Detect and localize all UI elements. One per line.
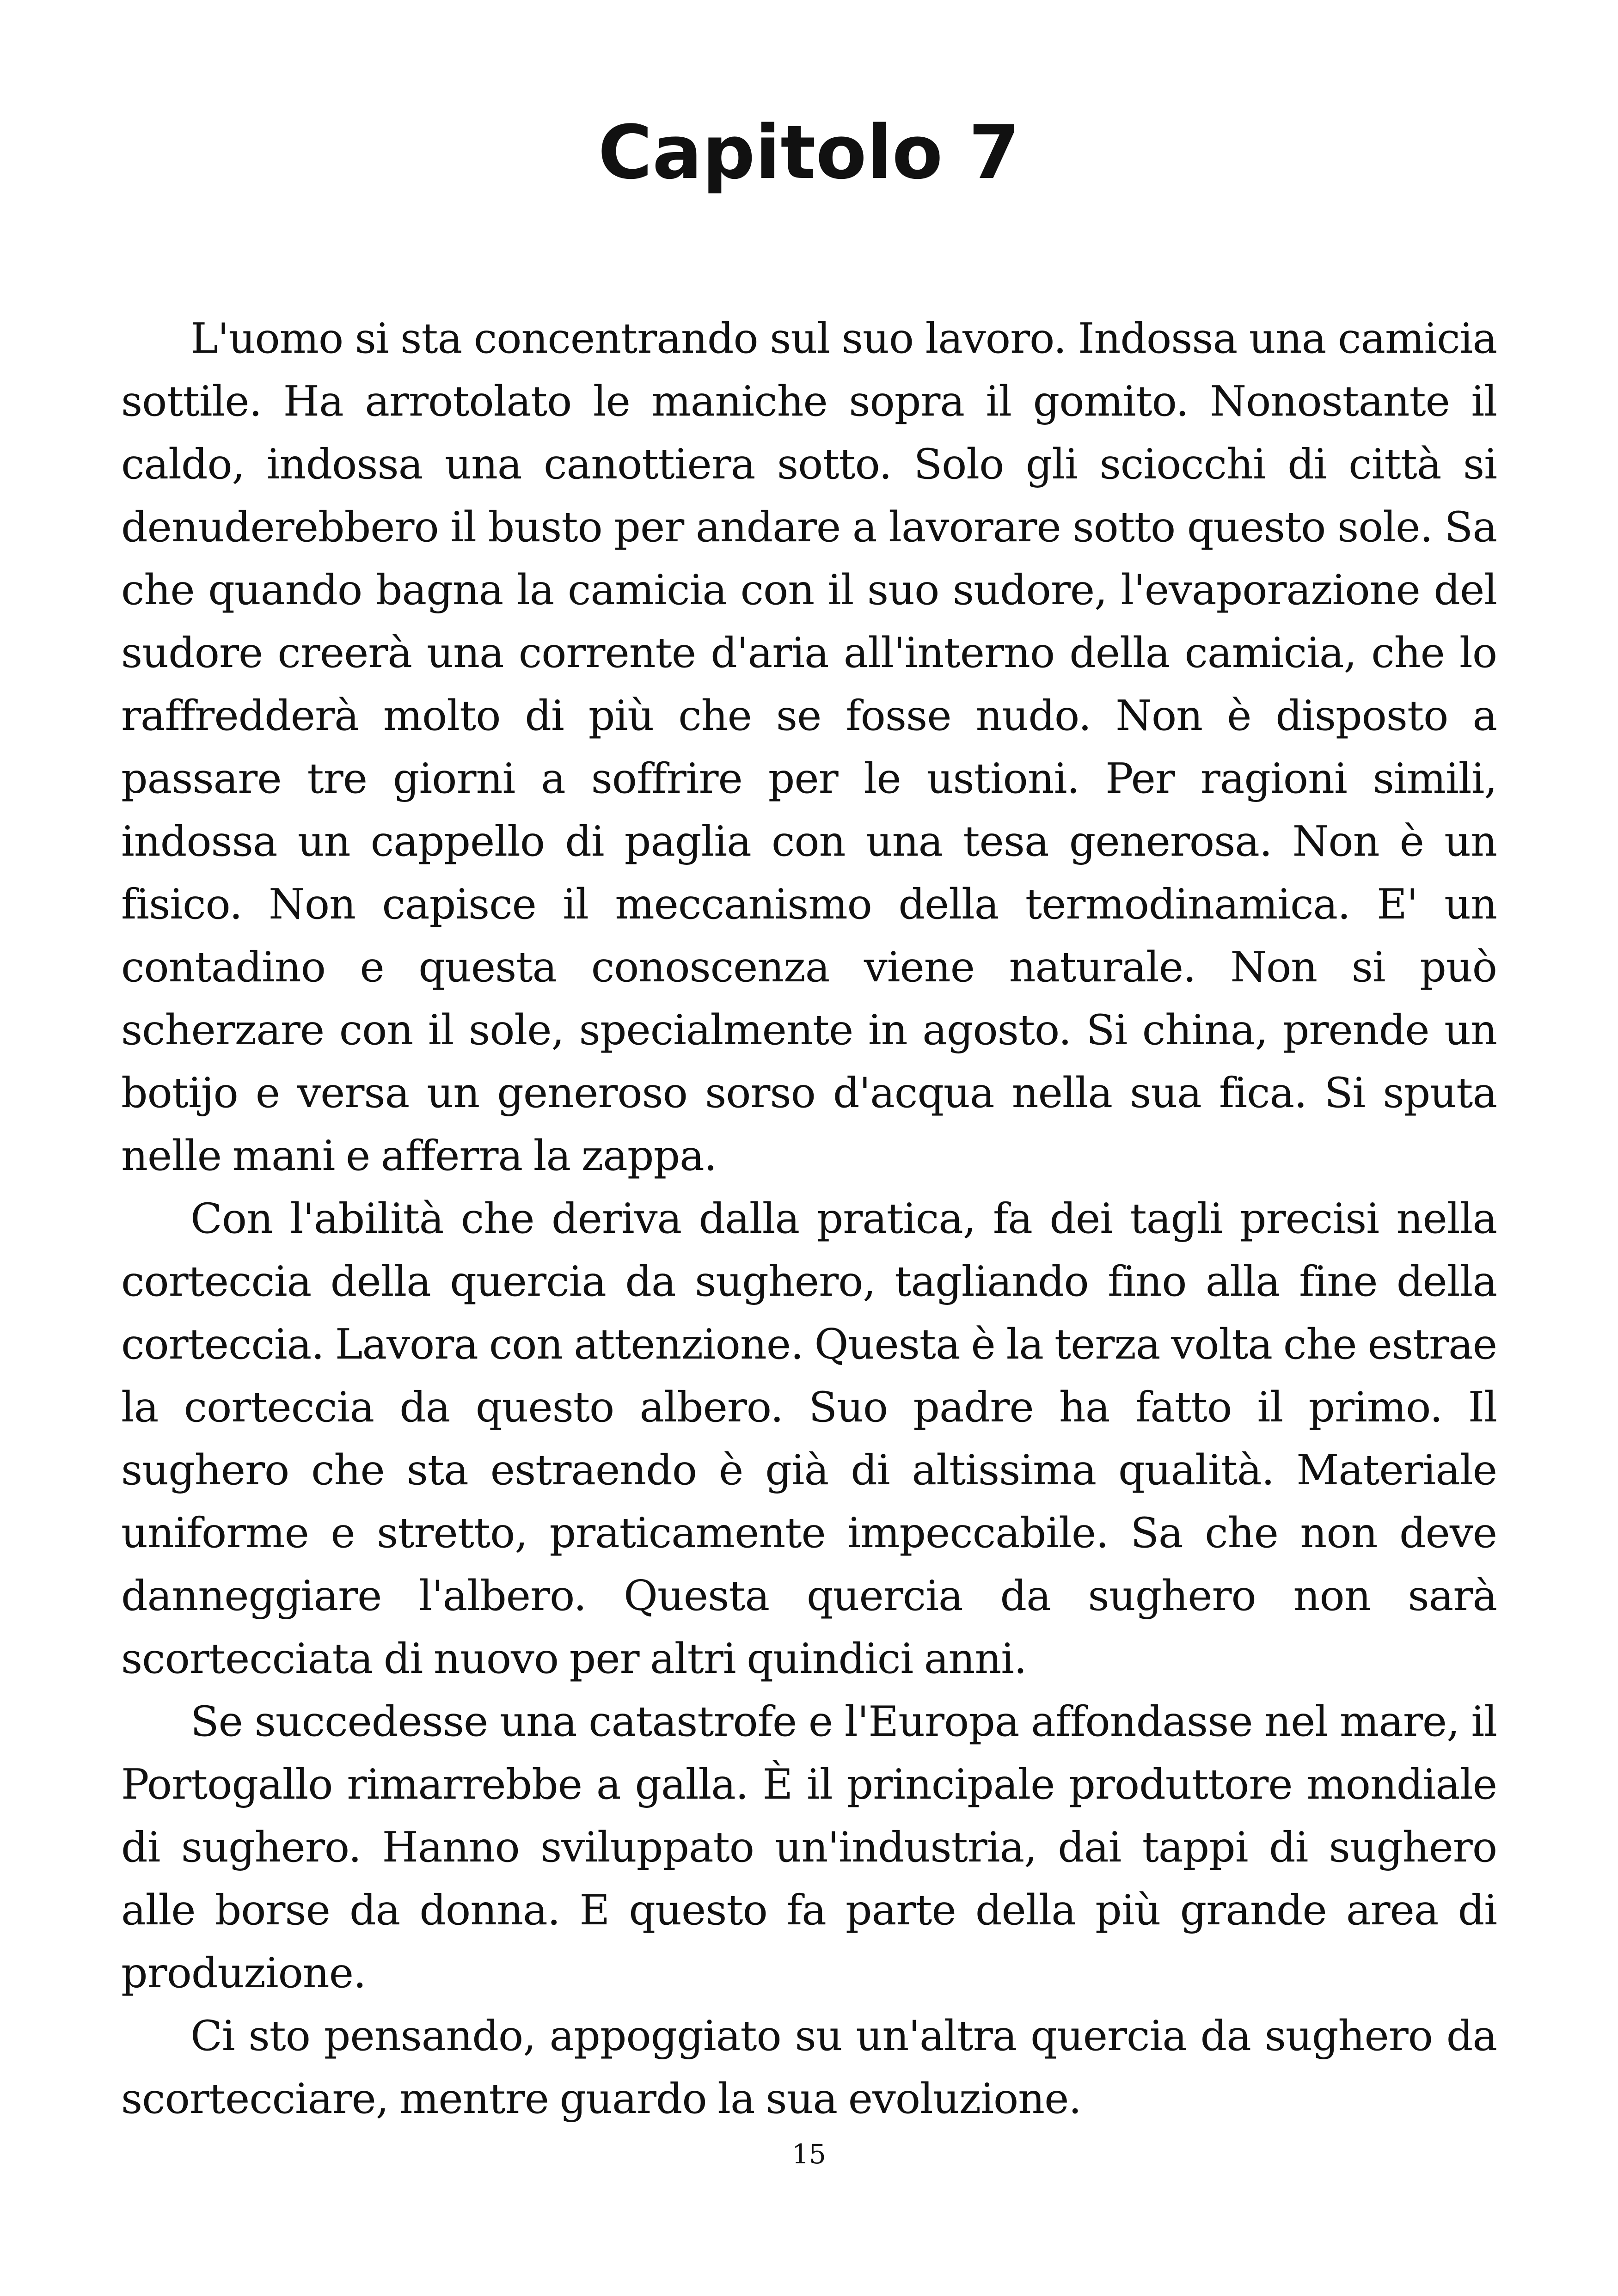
paragraph: L'uomo si sta concentrando sul suo lavoro. Indossa una camicia sottile. Ha arrotolato le maniche sopra il gomito. Nonostante il caldo, indossa una canottiera sotto. Solo gli sciocchi di città si denuderebbero il busto per andare a lavorare sotto questo sole. Sa che quando bagna la camicia con il suo sudore, l'evaporazione del sudore creerà una corrente d'aria all'interno della camicia, che lo raffredderà molto di più che se fosse nudo. Non è disposto a passare tre giorni a soffrire per le ustioni. Per ragioni simili, indossa un cappello di paglia con una tesa generosa. Non è un fisico. Non capisce il meccanismo della termodinamica. E' un contadino e questa conoscenza viene naturale. Non si può scherzare con il sole, specialmente in agosto. Si china, prende un botijo e versa un generoso sorso d'acqua nella sua fica. Si sputa nelle mani e afferra la zappa.: [121, 314, 1497, 1180]
chapter-body: [121, 307, 1497, 2131]
paragraph: Se succedesse una catastrofe e l'Europa affondasse nel mare, il Portogallo rimarrebbe a galla. È il principale produttore mondiale di sughero. Hanno sviluppato un'industria, dai tappi di sughero alle borse da donna. E questo fa parte della più grande area di produzione.: [121, 1697, 1497, 1997]
chapter-title: Capitolo 7: [598, 109, 1020, 196]
paragraph: Ci sto pensando, appoggiato su un'altra quercia da sughero da scortecciare, mentre guardo la sua evoluzione.: [121, 2012, 1497, 2123]
paragraph: Con l'abilità che deriva dalla pratica, fa dei tagli precisi nella corteccia della quercia da sughero, tagliando fino alla fine della corteccia. Lavora con attenzione. Questa è la terza volta che estrae la corteccia da questo albero. Suo padre ha fatto il primo. Il sughero che sta estraendo è già di altissima qualità. Materiale uniforme e stretto, praticamente impeccabile. Sa che non deve danneggiare l'albero. Questa quercia da sughero non sarà scortecciata di nuovo per altri quindici anni.: [121, 1194, 1497, 1683]
page-number: 15: [792, 2138, 826, 2170]
